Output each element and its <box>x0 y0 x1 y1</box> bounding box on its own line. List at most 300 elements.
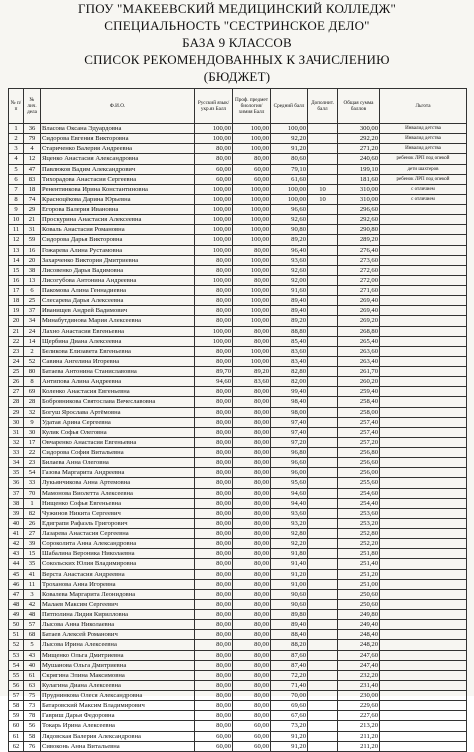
cell-benefit: Инвалид детства <box>380 124 467 134</box>
cell-average: 88,40 <box>271 630 308 640</box>
cell-benefit <box>380 275 467 285</box>
cell-name: Сидорова Дарья Викторовна <box>41 235 195 245</box>
cell-russian: 80,00 <box>195 691 233 701</box>
cell-file: 31 <box>24 225 41 235</box>
cell-average: 91,80 <box>271 549 308 559</box>
cell-profile: 100,00 <box>233 346 271 356</box>
cell-name: Скрягина Элина Максимовна <box>41 670 195 680</box>
cell-total: 232,20 <box>338 670 380 680</box>
cell-average: 91,60 <box>271 286 308 296</box>
cell-name: Едиграпи Рафаэль Григорович <box>41 518 195 528</box>
col-header-total: Общая сумма баллов <box>338 89 380 124</box>
cell-average: 92,60 <box>271 265 308 275</box>
cell-total: 260,20 <box>338 377 380 387</box>
cell-name: Лысова Ирина Алексеевна <box>41 640 195 650</box>
cell-average: 89,20 <box>271 316 308 326</box>
cell-profile: 80,00 <box>233 549 271 559</box>
table-row <box>9 529 467 539</box>
cell-file: 68 <box>24 630 41 640</box>
cell-profile: 60,00 <box>233 164 271 174</box>
table-row <box>9 448 467 458</box>
cell-benefit <box>380 417 467 427</box>
table-row <box>9 286 467 296</box>
cell-extra <box>308 336 338 346</box>
cell-extra <box>308 650 338 660</box>
cell-russian: 100,00 <box>195 124 233 134</box>
cell-extra <box>308 448 338 458</box>
cell-num: 55 <box>9 670 24 680</box>
cell-profile: 100,00 <box>233 184 271 194</box>
cell-russian: 80,00 <box>195 620 233 630</box>
table-row <box>9 549 467 559</box>
cell-profile: 80,00 <box>233 691 271 701</box>
cell-num: 51 <box>9 630 24 640</box>
cell-profile: 80,00 <box>233 407 271 417</box>
cell-num: 39 <box>9 508 24 518</box>
cell-russian: 80,00 <box>195 356 233 366</box>
cell-russian: 94,60 <box>195 377 233 387</box>
cell-name: Малаев Максим Сергеевич <box>41 599 195 609</box>
cell-benefit <box>380 225 467 235</box>
cell-profile: 80,00 <box>233 640 271 650</box>
cell-profile: 60,00 <box>233 741 271 751</box>
cell-average: 67,60 <box>271 711 308 721</box>
cell-average: 70,00 <box>271 691 308 701</box>
cell-total: 289,20 <box>338 235 380 245</box>
cell-name: Павлюков Вадим Александрович <box>41 164 195 174</box>
cell-num: 7 <box>9 184 24 194</box>
cell-russian: 80,00 <box>195 478 233 488</box>
cell-extra <box>308 407 338 417</box>
cell-total: 254,40 <box>338 498 380 508</box>
cell-name: Лазарева Анастасия Сергеевна <box>41 529 195 539</box>
cell-file: 40 <box>24 660 41 670</box>
cell-file: 25 <box>24 296 41 306</box>
table-row <box>9 296 467 306</box>
table-row <box>9 124 467 134</box>
table-row <box>9 610 467 620</box>
table-row <box>9 275 467 285</box>
cell-benefit <box>380 205 467 215</box>
table-row <box>9 680 467 690</box>
cell-extra <box>308 630 338 640</box>
cell-profile: 100,00 <box>233 286 271 296</box>
cell-russian: 100,00 <box>195 336 233 346</box>
cell-file: 52 <box>24 356 41 366</box>
cell-file: 47 <box>24 164 41 174</box>
cell-num: 6 <box>9 174 24 184</box>
cell-russian: 80,00 <box>195 529 233 539</box>
cell-total: 247,40 <box>338 660 380 670</box>
cell-num: 29 <box>9 407 24 417</box>
cell-average: 96,60 <box>271 458 308 468</box>
cell-name: Лахно Анастасия Евгеньевна <box>41 326 195 336</box>
table-row <box>9 518 467 528</box>
cell-russian: 80,00 <box>195 154 233 164</box>
cell-profile: 80,00 <box>233 387 271 397</box>
cell-average: 92,60 <box>271 215 308 225</box>
cell-russian: 80,00 <box>195 610 233 620</box>
cell-num: 14 <box>9 255 24 265</box>
cell-total: 251,00 <box>338 579 380 589</box>
cell-benefit <box>380 235 467 245</box>
cell-file: 13 <box>24 275 41 285</box>
cell-benefit <box>380 427 467 437</box>
cell-file: 73 <box>24 701 41 711</box>
cell-extra <box>308 478 338 488</box>
table-row <box>9 154 467 164</box>
cell-num: 54 <box>9 660 24 670</box>
cell-profile: 80,00 <box>233 670 271 680</box>
cell-extra <box>308 306 338 316</box>
cell-file: 28 <box>24 397 41 407</box>
table-row <box>9 711 467 721</box>
table-row <box>9 488 467 498</box>
cell-file: 33 <box>24 478 41 488</box>
cell-name: Мамонова Виолетта Алексеевна <box>41 488 195 498</box>
table-header-row <box>9 89 467 124</box>
cell-russian: 80,00 <box>195 518 233 528</box>
cell-num: 22 <box>9 336 24 346</box>
cell-num: 47 <box>9 589 24 599</box>
cell-russian: 80,00 <box>195 579 233 589</box>
table-row <box>9 144 467 154</box>
cell-russian: 80,00 <box>195 417 233 427</box>
cell-average: 97,20 <box>271 437 308 447</box>
cell-num: 20 <box>9 316 24 326</box>
cell-benefit <box>380 711 467 721</box>
cell-extra <box>308 670 338 680</box>
cell-average: 82,00 <box>271 377 308 387</box>
cell-total: 269,40 <box>338 296 380 306</box>
cell-profile: 80,00 <box>233 650 271 660</box>
table-row <box>9 336 467 346</box>
list-title: СПИСОК РЕКОМЕНДОВАННЫХ К ЗАЧИСЛЕНИЮ <box>84 52 390 67</box>
cell-file: 41 <box>24 569 41 579</box>
cell-profile: 80,00 <box>233 579 271 589</box>
cell-russian: 100,00 <box>195 235 233 245</box>
cell-profile: 80,00 <box>233 620 271 630</box>
table-row <box>9 306 467 316</box>
col-header-profile: Проф. предмет биология/ химия Балл <box>233 89 271 124</box>
cell-average: 91,20 <box>271 569 308 579</box>
cell-average: 80,60 <box>271 154 308 164</box>
cell-average: 100,00 <box>271 124 308 134</box>
cell-num: 41 <box>9 529 24 539</box>
cell-average: 82,80 <box>271 367 308 377</box>
cell-benefit <box>380 255 467 265</box>
cell-num: 12 <box>9 235 24 245</box>
cell-russian: 100,00 <box>195 326 233 336</box>
table-row <box>9 650 467 660</box>
cell-extra <box>308 417 338 427</box>
table-row <box>9 134 467 144</box>
cell-total: 231,40 <box>338 680 380 690</box>
cell-russian: 80,00 <box>195 670 233 680</box>
cell-russian: 80,00 <box>195 387 233 397</box>
cell-total: 290,80 <box>338 225 380 235</box>
cell-average: 90,80 <box>271 225 308 235</box>
cell-num: 15 <box>9 265 24 275</box>
cell-file: 57 <box>24 620 41 630</box>
col-header-file: № лич. дела <box>24 89 41 124</box>
table-row <box>9 245 467 255</box>
cell-total: 268,80 <box>338 326 380 336</box>
cell-total: 263,40 <box>338 356 380 366</box>
cell-name: Сокольских Юлия Владимировна <box>41 559 195 569</box>
cell-name: Власова Оксана Эдуардовна <box>41 124 195 134</box>
cell-profile: 100,00 <box>233 265 271 275</box>
cell-name: Слесарева Дарья Алексеевна <box>41 296 195 306</box>
cell-total: 199,10 <box>338 164 380 174</box>
cell-average: 89,40 <box>271 306 308 316</box>
table-row <box>9 589 467 599</box>
cell-benefit <box>380 670 467 680</box>
cell-russian: 80,00 <box>195 640 233 650</box>
cell-total: 248,40 <box>338 630 380 640</box>
cell-russian: 100,00 <box>195 215 233 225</box>
cell-average: 98,00 <box>271 407 308 417</box>
cell-extra <box>308 660 338 670</box>
cell-num: 43 <box>9 549 24 559</box>
cell-benefit <box>380 336 467 346</box>
cell-average: 92,20 <box>271 134 308 144</box>
cell-profile: 80,00 <box>233 508 271 518</box>
cell-name: Шабалина Вероника Николаевна <box>41 549 195 559</box>
table-row <box>9 225 467 235</box>
cell-num: 26 <box>9 377 24 387</box>
cell-profile: 80,00 <box>233 569 271 579</box>
cell-file: 8 <box>24 377 41 387</box>
cell-total: 255,60 <box>338 478 380 488</box>
cell-benefit: Инвалид детства <box>380 134 467 144</box>
cell-extra <box>308 741 338 751</box>
cell-name: Ковалева Маргарита Леонидовна <box>41 589 195 599</box>
cell-russian: 60,00 <box>195 731 233 741</box>
cell-average: 69,60 <box>271 701 308 711</box>
cell-name: Минабутдинова Мария Алексеевна <box>41 316 195 326</box>
col-header-extra: Дополнит. балл <box>308 89 338 124</box>
table-row <box>9 579 467 589</box>
cell-average: 90,60 <box>271 589 308 599</box>
cell-name: Батаева Антонина Станиславовна <box>41 367 195 377</box>
cell-file: 79 <box>24 134 41 144</box>
cell-name: Овчаренко Анастасия Евгеньевна <box>41 437 195 447</box>
table-row <box>9 468 467 478</box>
cell-file: 83 <box>24 174 41 184</box>
cell-benefit <box>380 680 467 690</box>
table-row <box>9 721 467 731</box>
cell-extra <box>308 518 338 528</box>
cell-extra <box>308 296 338 306</box>
cell-benefit <box>380 306 467 316</box>
cell-extra <box>308 640 338 650</box>
cell-total: 265,40 <box>338 336 380 346</box>
cell-name: Сидорова Евгения Викторовна <box>41 134 195 144</box>
col-header-name: Ф.И.О. <box>41 89 195 124</box>
cell-benefit <box>380 458 467 468</box>
cell-name: Богуш Ярослава Артёмовна <box>41 407 195 417</box>
cell-num: 56 <box>9 680 24 690</box>
cell-num: 42 <box>9 539 24 549</box>
cell-extra <box>308 549 338 559</box>
cell-extra <box>308 427 338 437</box>
cell-total: 292,20 <box>338 134 380 144</box>
cell-file: 18 <box>24 184 41 194</box>
table-row <box>9 194 467 204</box>
cell-extra <box>308 235 338 245</box>
cell-profile: 80,00 <box>233 589 271 599</box>
cell-russian: 80,00 <box>195 448 233 458</box>
cell-average: 90,60 <box>271 599 308 609</box>
cell-average: 85,40 <box>271 336 308 346</box>
cell-profile: 80,00 <box>233 478 271 488</box>
cell-total: 253,20 <box>338 518 380 528</box>
table-row <box>9 630 467 640</box>
table-row <box>9 417 467 427</box>
cell-name: Ренентинкова Ирина Константиновна <box>41 184 195 194</box>
cell-benefit <box>380 579 467 589</box>
cell-extra <box>308 468 338 478</box>
cell-extra <box>308 164 338 174</box>
cell-average: 93,60 <box>271 255 308 265</box>
cell-name: Щербина Диана Алексеевна <box>41 336 195 346</box>
cell-total: 257,20 <box>338 437 380 447</box>
cell-profile: 80,00 <box>233 275 271 285</box>
cell-name: Иванищев Андрей Вадимович <box>41 306 195 316</box>
cell-extra <box>308 397 338 407</box>
cell-russian: 80,00 <box>195 346 233 356</box>
cell-profile: 89,20 <box>233 367 271 377</box>
cell-extra <box>308 134 338 144</box>
cell-total: 230,00 <box>338 691 380 701</box>
cell-name: Лядовская Валерия Александровна <box>41 731 195 741</box>
cell-num: 18 <box>9 296 24 306</box>
cell-extra <box>308 205 338 215</box>
cell-num: 61 <box>9 731 24 741</box>
cell-file: 2 <box>24 346 41 356</box>
cell-average: 94,60 <box>271 488 308 498</box>
cell-benefit <box>380 346 467 356</box>
table-row <box>9 539 467 549</box>
cell-benefit <box>380 610 467 620</box>
cell-extra <box>308 569 338 579</box>
cell-profile: 80,00 <box>233 448 271 458</box>
cell-num: 25 <box>9 367 24 377</box>
cell-num: 52 <box>9 640 24 650</box>
cell-benefit <box>380 559 467 569</box>
cell-num: 40 <box>9 518 24 528</box>
cell-file: 38 <box>24 265 41 275</box>
cell-russian: 80,00 <box>195 630 233 640</box>
cell-extra <box>308 215 338 225</box>
cell-russian: 80,00 <box>195 711 233 721</box>
cell-total: 213,20 <box>338 721 380 731</box>
cell-total: 252,80 <box>338 529 380 539</box>
cell-total: 248,20 <box>338 640 380 650</box>
cell-file: 17 <box>24 437 41 447</box>
cell-benefit <box>380 387 467 397</box>
cell-profile: 80,00 <box>233 529 271 539</box>
cell-profile: 80,00 <box>233 154 271 164</box>
cell-russian: 80,00 <box>195 660 233 670</box>
col-header-average: Средний балл <box>271 89 308 124</box>
cell-num: 44 <box>9 559 24 569</box>
cell-benefit <box>380 468 467 478</box>
cell-total: 251,80 <box>338 549 380 559</box>
cell-num: 8 <box>9 194 24 204</box>
cell-profile: 80,00 <box>233 326 271 336</box>
cell-name: Захарченко Виктория Дмитриевна <box>41 255 195 265</box>
cell-benefit <box>380 539 467 549</box>
cell-extra <box>308 701 338 711</box>
cell-file: 6 <box>24 286 41 296</box>
cell-extra <box>308 225 338 235</box>
cell-total: 250,60 <box>338 589 380 599</box>
cell-extra <box>308 367 338 377</box>
cell-profile: 100,00 <box>233 235 271 245</box>
cell-name: Сороколита Анна Александровна <box>41 539 195 549</box>
cell-russian: 80,00 <box>195 286 233 296</box>
cell-name: Егорова Валерия Ивановна <box>41 205 195 215</box>
enrollment-table <box>8 88 467 752</box>
cell-total: 254,60 <box>338 488 380 498</box>
cell-russian: 100,00 <box>195 225 233 235</box>
cell-file: 37 <box>24 306 41 316</box>
cell-benefit <box>380 498 467 508</box>
cell-file: 14 <box>24 336 41 346</box>
cell-profile: 100,00 <box>233 255 271 265</box>
table-row <box>9 427 467 437</box>
base-title: БАЗА 9 КЛАССОВ <box>182 35 292 50</box>
cell-extra <box>308 316 338 326</box>
cell-num: 58 <box>9 701 24 711</box>
col-header-russian: Русский язык/укр.яз Балл <box>195 89 233 124</box>
cell-num: 32 <box>9 437 24 447</box>
cell-russian: 80,00 <box>195 599 233 609</box>
cell-profile: 100,00 <box>233 194 271 204</box>
cell-num: 48 <box>9 599 24 609</box>
cell-benefit <box>380 620 467 630</box>
cell-num: 1 <box>9 124 24 134</box>
cell-russian: 100,00 <box>195 245 233 255</box>
cell-file: 78 <box>24 711 41 721</box>
cell-average: 89,20 <box>271 235 308 245</box>
cell-total: 269,20 <box>338 316 380 326</box>
cell-num: 27 <box>9 387 24 397</box>
cell-russian: 100,00 <box>195 184 233 194</box>
cell-extra <box>308 458 338 468</box>
cell-total: 273,60 <box>338 255 380 265</box>
cell-file: 21 <box>24 215 41 225</box>
cell-extra <box>308 154 338 164</box>
cell-profile: 100,00 <box>233 124 271 134</box>
cell-num: 21 <box>9 326 24 336</box>
cell-name: Бобровникова Святослава Вячеславовна <box>41 397 195 407</box>
table-row <box>9 599 467 609</box>
cell-num: 13 <box>9 245 24 255</box>
cell-file: 16 <box>24 245 41 255</box>
cell-benefit <box>380 265 467 275</box>
cell-average: 61,60 <box>271 174 308 184</box>
cell-file: 43 <box>24 650 41 660</box>
table-row <box>9 164 467 174</box>
cell-average: 100,00 <box>271 184 308 194</box>
cell-total: 256,60 <box>338 458 380 468</box>
cell-profile: 100,00 <box>233 316 271 326</box>
table-row <box>9 316 467 326</box>
cell-benefit <box>380 448 467 458</box>
